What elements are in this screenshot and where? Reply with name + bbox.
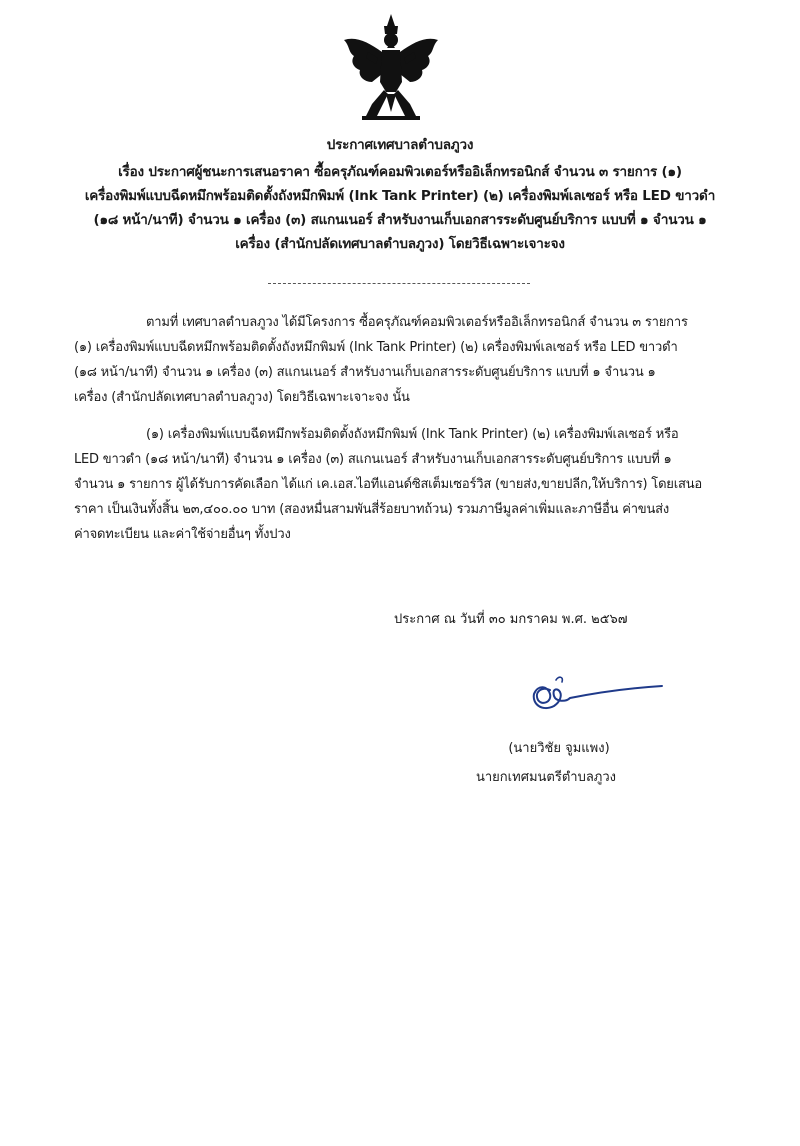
paragraph-line: ค่าจดทะเบียน และค่าใช้จ่ายอื่นๆ ทั้งปวง [74, 527, 291, 542]
paragraph-line: ตามที่ เทศบาลตำบลภูวง ได้มีโครงการ ซื้อครุภัณฑ์คอมพิวเตอร์หรืออิเล็กทรอนิกส์ จำนวน ๓ รายการ [146, 315, 688, 330]
handwritten-signature-icon [520, 672, 670, 718]
subject-line: เรื่อง ประกาศผู้ชนะการเสนอราคา ซื้อครุภัณฑ์คอมพิวเตอร์หรืออิเล็กทรอนิกส์ จำนวน ๓ รายการ (๑) [118, 164, 682, 180]
subject-line: เครื่อง (สำนักปลัดเทศบาลตำบลภูวง) โดยวิธีเฉพาะเจาะจง [235, 236, 565, 252]
paragraph-line: เครื่อง (สำนักปลัดเทศบาลตำบลภูวง) โดยวิธีเฉพาะเจาะจง นั้น [74, 390, 410, 405]
paragraph-line: จำนวน ๑ รายการ ผู้ได้รับการคัดเลือก ได้แก่ เค.เอส.ไอทีแอนด์ซิสเต็มเซอร์วิส (ขายส่ง,ขายปลีก,ให้บริการ) โดยเสนอ [74, 477, 702, 492]
signatory-title: นายกเทศมนตรีตำบลภูวง [476, 770, 616, 785]
paragraph-line: LED ขาวดำ (๑๘ หน้า/นาที) จำนวน ๑ เครื่อง (๓) สแกนเนอร์ สำหรับงานเก็บเอกสารระดับศูนย์บริการ แบบที่ ๑ [74, 452, 672, 467]
paragraph-2 [74, 422, 738, 547]
subject-heading [60, 160, 740, 256]
organization-title: ประกาศเทศบาลตำบลภูวง [326, 137, 474, 153]
signatory-name: (นายวิชัย จูมแพง) [508, 741, 610, 756]
subject-line: เครื่องพิมพ์แบบฉีดหมึกพร้อมติดตั้งถังหมึกพิมพ์ (Ink Tank Printer) (๒) เครื่องพิมพ์เลเซอร์ หรือ LED ขาวดำ [84, 188, 716, 204]
announcement-date: ประกาศ ณ วันที่ ๓๐ มกราคม พ.ศ. ๒๕๖๗ [394, 612, 628, 627]
subject-line: (๑๘ หน้า/นาที) จำนวน ๑ เครื่อง (๓) สแกนเนอร์ สำหรับงานเก็บเอกสารระดับศูนย์บริการ แบบที่ ๑ จำนวน ๑ [93, 212, 707, 228]
divider-line [268, 283, 530, 284]
paragraph-1 [74, 310, 738, 410]
paragraph-line: (๑) เครื่องพิมพ์แบบฉีดหมึกพร้อมติดตั้งถังหมึกพิมพ์ (Ink Tank Printer) (๒) เครื่องพิมพ์เลเซอร์ หรือ LED ขาวดำ [74, 340, 678, 355]
paragraph-line: (๑) เครื่องพิมพ์แบบฉีดหมึกพร้อมติดตั้งถังหมึกพิมพ์ (Ink Tank Printer) (๒) เครื่องพิมพ์เลเซอร์ หรือ [146, 427, 679, 442]
paragraph-line: (๑๘ หน้า/นาที) จำนวน ๑ เครื่อง (๓) สแกนเนอร์ สำหรับงานเก็บเอกสารระดับศูนย์บริการ แบบที่ ๑ จำนวน ๑ [74, 365, 656, 380]
garuda-emblem-icon [338, 12, 444, 122]
paragraph-line: ราคา เป็นเงินทั้งสิ้น ๒๓,๔๐๐.๐๐ บาท (สองหมื่นสามพันสี่ร้อยบาทถ้วน) รวมภาษีมูลค่าเพิ่มและภาษีอื่น ค่าขนส่ง [74, 502, 670, 517]
